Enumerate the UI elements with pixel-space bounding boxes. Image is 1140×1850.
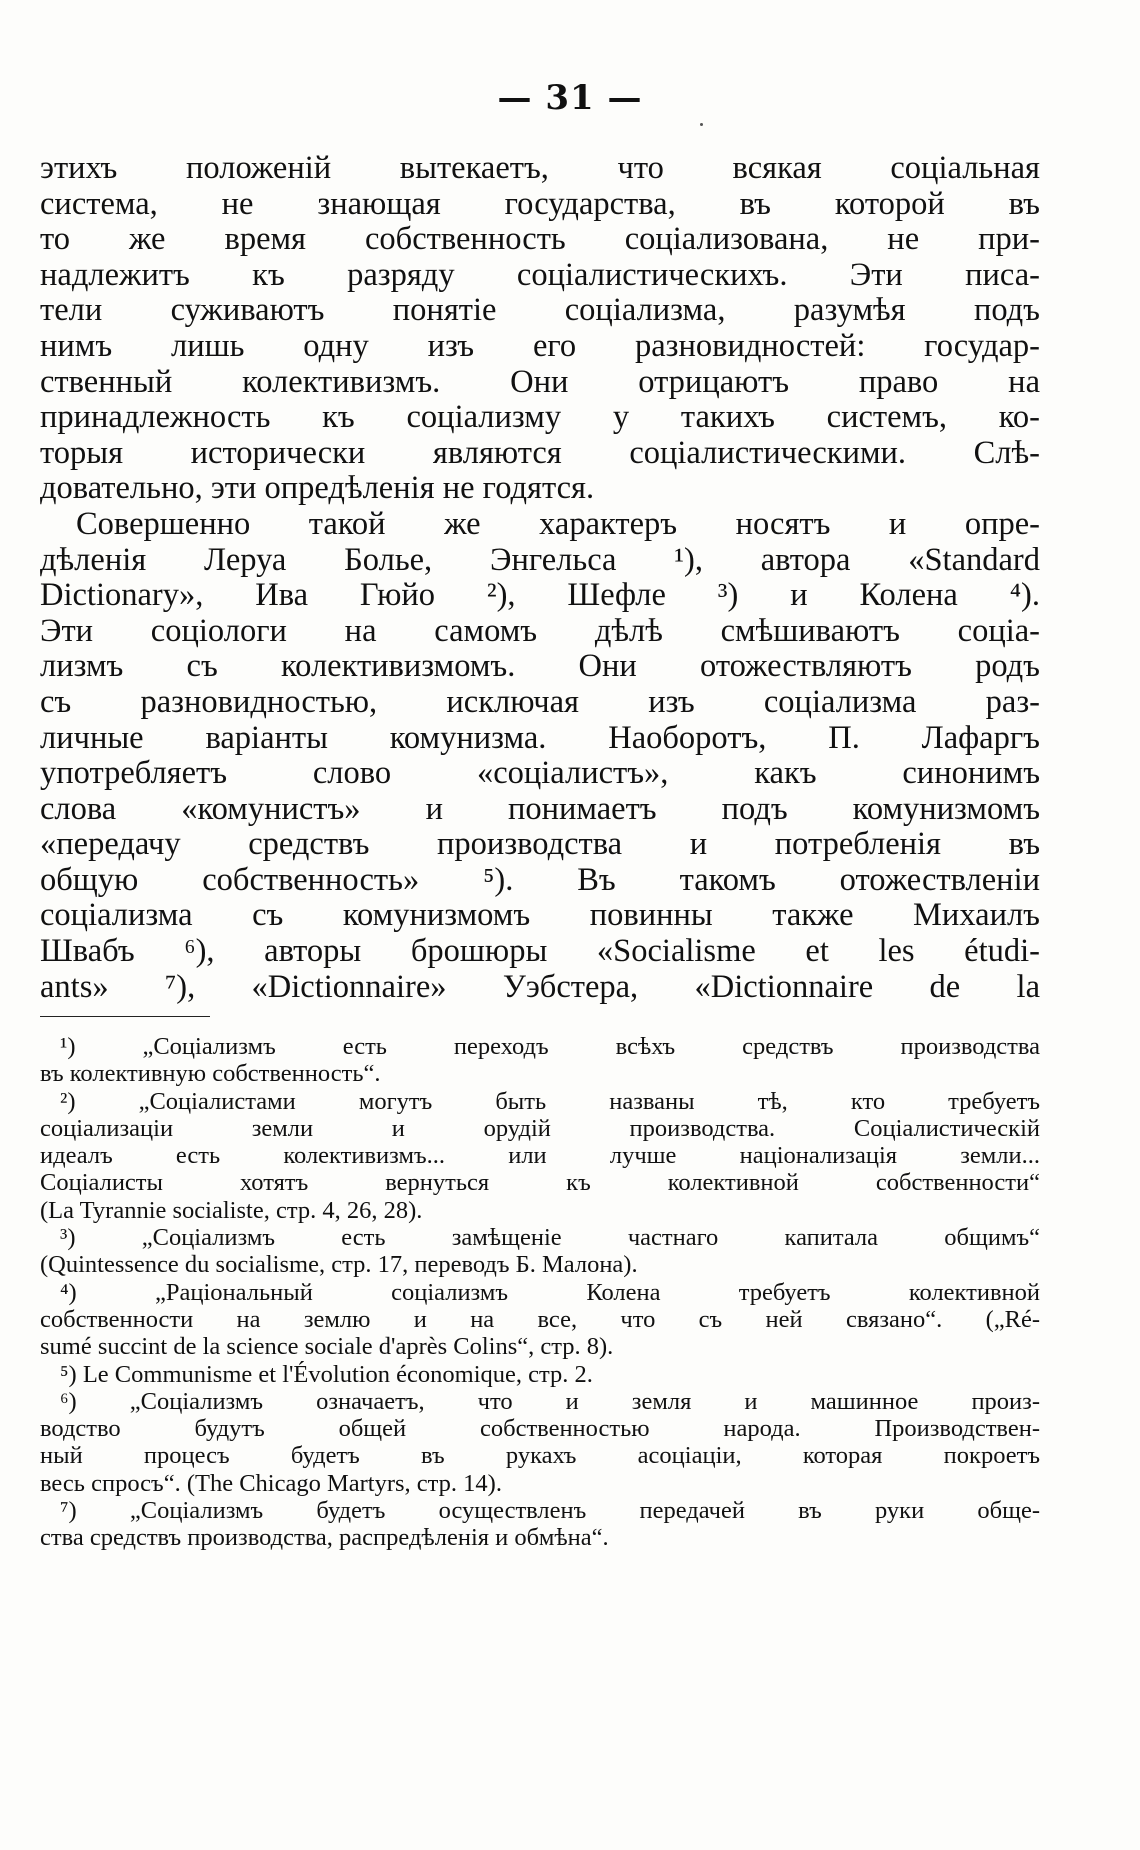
text-line: Швабъ ⁶), авторы брошюры «Socialisme et les étudi- [40, 933, 1040, 970]
text-line: слова «комунистъ» и понимаетъ подъ комунизмомъ [40, 790, 1040, 827]
footnote-line: водство будутъ общей собственностью народа. Производствен- [40, 1415, 1040, 1443]
footnote-line: весь спросъ“. (The Chicago Martyrs, стр. 14). [40, 1469, 502, 1497]
text-line: надлежитъ къ разряду соціалистическихъ. Эти писа- [40, 256, 1040, 293]
text-line: система, не знающая государства, въ которой въ [40, 185, 1040, 222]
footnote-line: въ колективную собственность“. [40, 1060, 381, 1088]
text-line: соціализма съ комунизмомъ повинны также Михаилъ [40, 897, 1040, 934]
text-line: торыя исторически являются соціалистическими. Слѣ- [40, 434, 1040, 471]
text-line: довательно, эти опредѣленія не годятся. [40, 470, 595, 507]
footnote-line: ства средствъ производства, распредѣленія и обмѣна“. [40, 1524, 609, 1552]
footnote-5: ⁵) Le Communisme et l'Évolution économique, стр. 2. [60, 1360, 593, 1388]
footnote-1: ¹) „Соціализмъ есть переходъ всѣхъ средствъ производства [60, 1033, 1040, 1060]
footnote-line: идеалъ есть колективизмъ... или лучше націонализація земли... [40, 1142, 1040, 1170]
main-text [40, 151, 1040, 1005]
text-line: употребляетъ слово «соціалистъ», какъ синонимъ [40, 755, 1040, 792]
text-line: общую собственность» ⁵). Въ такомъ отожествленіи [40, 861, 1040, 898]
print-speck [700, 123, 703, 126]
footnote-divider [40, 1016, 210, 1017]
text-line: этихъ положеній вытекаетъ, что всякая соціальная [40, 150, 1040, 186]
text-line: ственный колективизмъ. Они отрицаютъ право на [40, 363, 1040, 400]
footnote-line: Соціалисты хотятъ вернуться къ колективной собственности“ [40, 1169, 1040, 1197]
text-line: то же время собственность соціализована, не при- [40, 221, 1040, 258]
text-line: тели суживаютъ понятіе соціализма, разумѣя подъ [40, 292, 1040, 329]
footnote-6: ⁶) „Соціализмъ означаетъ, что и земля и машинное произ- [60, 1387, 1040, 1415]
paragraph-start-line: Совершенно такой же характеръ носятъ и опре- [76, 505, 1040, 542]
text-line: личные варіанты комунизма. Наоборотъ, П. Лафаргъ [40, 719, 1040, 756]
text-line: Эти соціологи на самомъ дѣлѣ смѣшиваютъ соціа- [40, 612, 1040, 649]
text-line: дѣленія Леруа Болье, Энгельса ¹), автора «Standard [40, 541, 1040, 578]
text-line: лизмъ съ колективизмомъ. Они отожествляютъ родъ [40, 648, 1040, 685]
text-line: ants» ⁷), «Dictionnaire» Уэбстера, «Dictionnaire de la [40, 968, 1040, 1005]
text-line: «передачу средствъ производства и потребленія въ [40, 826, 1040, 863]
footnote-2: ²) „Соціалистами могутъ быть названы тѣ, кто требуетъ [60, 1087, 1040, 1115]
footnote-line: (La Tyrannie socialiste, стр. 4, 26, 28). [40, 1196, 423, 1224]
text-line: Dictionary», Ива Гюйо ²), Шефле ³) и Колена ⁴). [40, 577, 1040, 614]
footnote-line: (Quintessence du socialisme, стр. 17, переводъ Б. Малона). [40, 1251, 638, 1279]
text-line: нимъ лишь одну изъ его разновидностей: государ- [40, 327, 1040, 364]
page-number: — 31 — [497, 78, 643, 118]
footnote-line: ный процесъ будетъ въ рукахъ асоціаціи, которая покроетъ [40, 1442, 1040, 1470]
footnote-line: sumé succint de la science sociale d'après Colins“, стр. 8). [40, 1333, 614, 1361]
footnote-7: ⁷) „Соціализмъ будетъ осуществленъ передачей въ руки обще- [60, 1497, 1040, 1525]
footnotes [40, 1033, 1040, 1552]
footnote-3: ³) „Соціализмъ есть замѣщеніе частнаго капитала общимъ“ [60, 1224, 1040, 1252]
text-line: принадлежность къ соціализму у такихъ системъ, ко- [40, 399, 1040, 436]
footnote-line: соціализаціи земли и орудій производства. Соціалистическій [40, 1114, 1040, 1142]
footnote-line: собственности на землю и на все, что съ ней связано“. („Ré- [40, 1305, 1040, 1333]
footnote-4: ⁴) „Раціональный соціализмъ Колена требуетъ колективной [60, 1278, 1040, 1306]
text-line: съ разновидностью, исключая изъ соціализма раз- [40, 683, 1040, 720]
